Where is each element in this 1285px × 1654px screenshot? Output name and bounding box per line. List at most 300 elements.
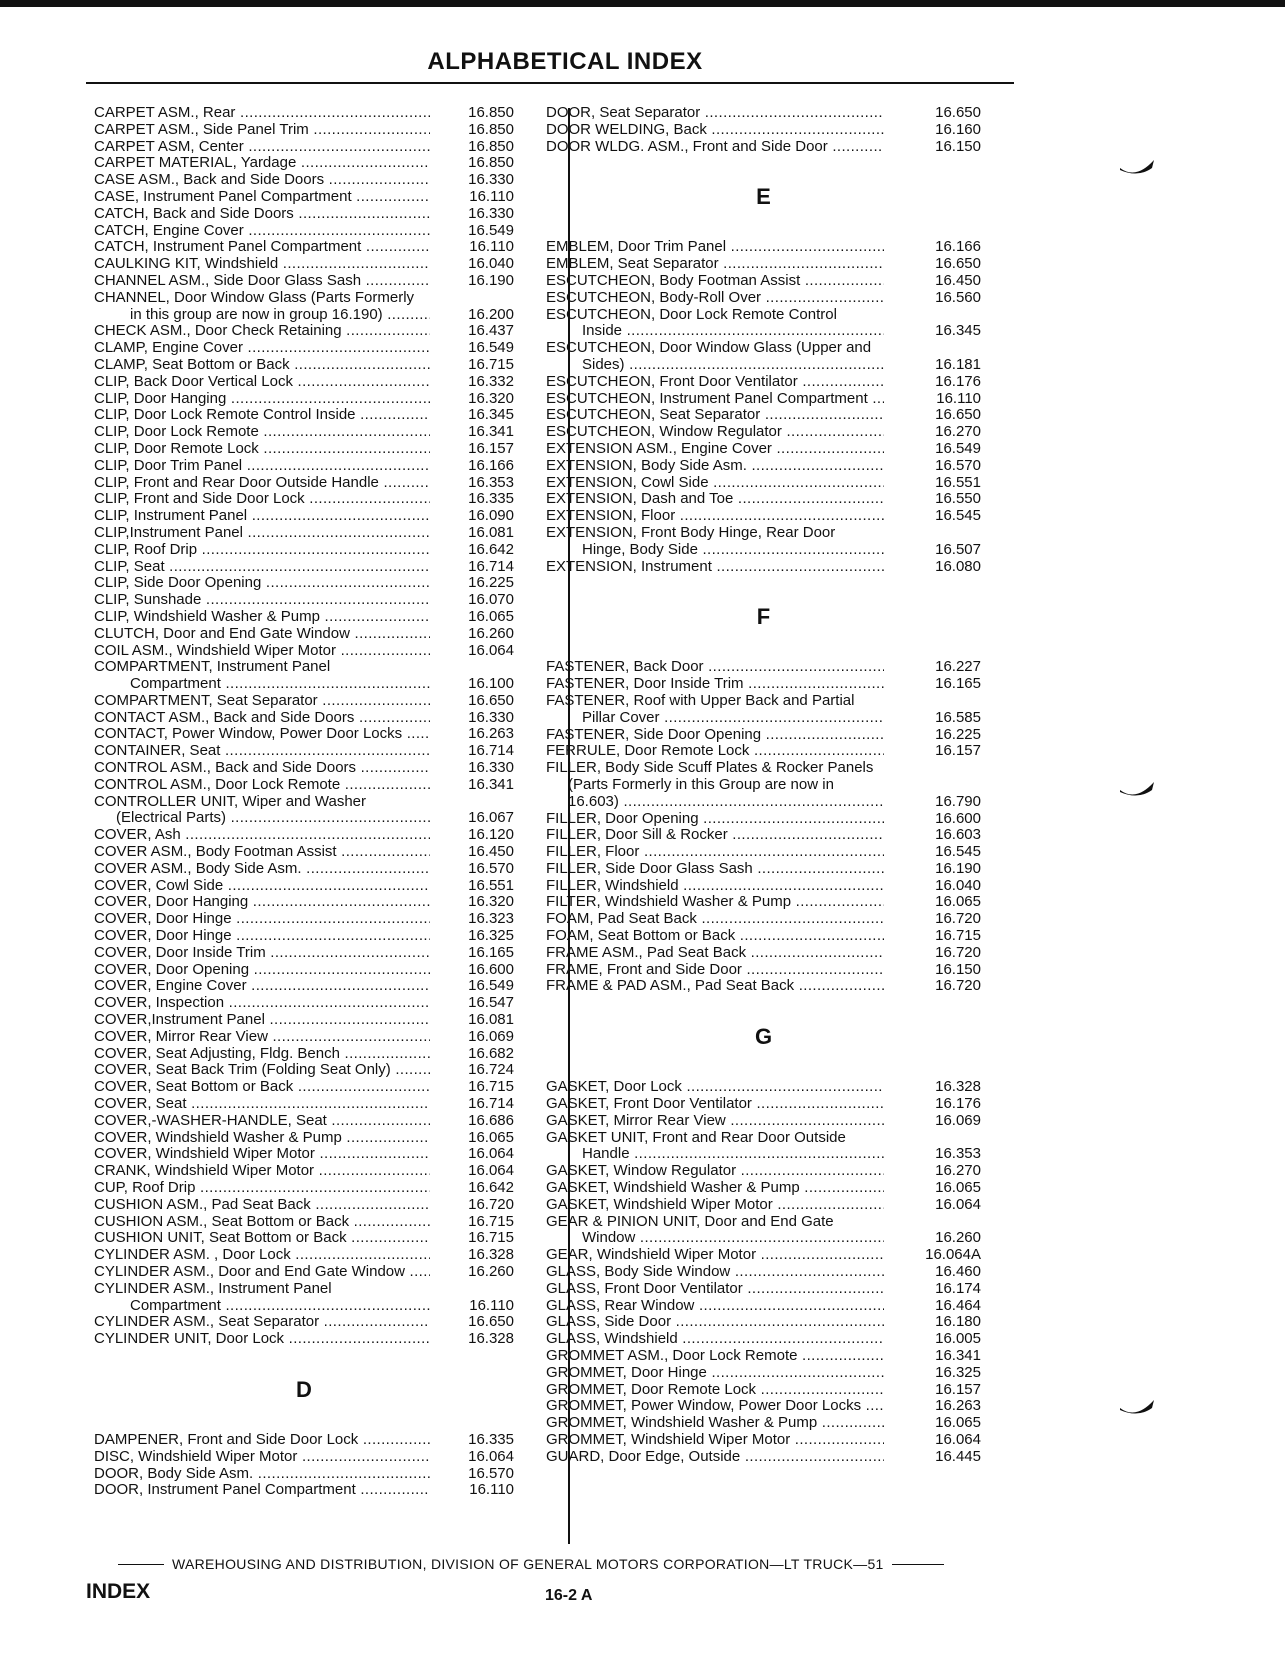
index-entry	[546, 273, 981, 290]
index-entry	[94, 1298, 514, 1315]
entry-label: CHANNEL, Door Window Glass (Parts Formerly	[94, 288, 415, 306]
entry-label: FILLER, Door Opening .....	[546, 811, 884, 828]
entry-label: EXTENSION ASM., Engine Cover .....	[546, 441, 884, 458]
entry-label: FRAME & PAD ASM., Pad Seat Back .....	[546, 978, 884, 995]
entry-label: CONTAINER, Seat .....	[94, 743, 430, 760]
entry-group-number: 16.325	[935, 1363, 981, 1381]
index-entry	[546, 861, 981, 878]
index-entry	[94, 273, 514, 290]
index-entry	[546, 1247, 981, 1264]
index-entry	[546, 105, 981, 122]
entry-group-number: 16.260	[935, 1229, 981, 1247]
binder-mark-icon	[1118, 158, 1158, 178]
entry-group-number: 16.720	[468, 1195, 514, 1213]
index-entry	[94, 1449, 514, 1466]
index-entry	[546, 659, 981, 676]
entry-label: CUSHION ASM., Pad Seat Back .....	[94, 1197, 430, 1214]
entry-group-number: 16.715	[468, 1229, 514, 1247]
entry-group-number: 16.545	[935, 843, 981, 861]
entry-group-number: 16.150	[935, 137, 981, 155]
entry-label: ESCUTCHEON, Seat Separator .....	[546, 407, 884, 424]
entry-label: CLIP, Door Hanging .....	[94, 391, 430, 408]
entry-label: CONTACT ASM., Back and Side Doors .....	[94, 710, 430, 727]
entry-group-number: 16.551	[935, 473, 981, 491]
entry-label: CYLINDER ASM., Seat Separator .....	[94, 1314, 430, 1331]
index-entry	[94, 844, 514, 861]
index-entry	[546, 1314, 981, 1331]
entry-group-number: 16.328	[468, 1330, 514, 1348]
entry-label: COMPARTMENT, Seat Separator .....	[94, 693, 430, 710]
entry-label: CATCH, Instrument Panel Compartment .....	[94, 239, 430, 256]
entry-label: GASKET, Mirror Rear View .....	[546, 1113, 884, 1130]
entry-group-number: 16.070	[468, 591, 514, 609]
index-entry	[94, 407, 514, 424]
entry-label: DOOR WELDING, Back .....	[546, 122, 884, 139]
index-entry	[94, 508, 514, 525]
index-entry	[546, 1214, 981, 1231]
index-entry	[546, 1163, 981, 1180]
entry-group-number: 16.715	[935, 927, 981, 945]
right-column	[546, 105, 981, 1466]
entry-group-number: 16.682	[468, 1044, 514, 1062]
entry-group-number: 16.069	[935, 1111, 981, 1129]
entry-group-number: 16.225	[468, 574, 514, 592]
footer-text: WAREHOUSING AND DISTRIBUTION, DIVISION OF GENERAL MOTORS CORPORATION—LT TRUCK—51	[172, 1556, 884, 1572]
index-entry	[94, 441, 514, 458]
entry-label: CLUTCH, Door and End Gate Window .....	[94, 626, 430, 643]
index-entry	[546, 407, 981, 424]
entry-label: COVER, Seat .....	[94, 1096, 430, 1113]
entry-group-number: 16.176	[935, 372, 981, 390]
entry-group-number: 16.330	[468, 204, 514, 222]
index-entry	[94, 777, 514, 794]
index-entry	[94, 1432, 514, 1449]
index-entry	[546, 1449, 981, 1466]
entry-group-number: 16.263	[935, 1397, 981, 1415]
index-entry	[546, 1113, 981, 1130]
index-entry	[546, 391, 981, 408]
entry-label: FOAM, Seat Bottom or Back .....	[546, 928, 884, 945]
index-entry	[94, 475, 514, 492]
entry-group-number: 16.064	[468, 1145, 514, 1163]
entry-label: CASE, Instrument Panel Compartment .....	[94, 189, 430, 206]
entry-label: CLIP, Door Lock Remote .....	[94, 424, 430, 441]
entry-label: GROMMET, Windshield Washer & Pump .....	[546, 1415, 884, 1432]
entry-group-number: 16.323	[468, 910, 514, 928]
entry-group-number: 16.715	[468, 1212, 514, 1230]
index-entry	[546, 1197, 981, 1214]
entry-label: CLIP, Door Lock Remote Control Inside .....	[94, 407, 430, 424]
entry-label: CARPET ASM., Rear .....	[94, 105, 430, 122]
entry-label: in this group are now in group 16.190) .....	[94, 307, 430, 324]
entry-label: Window .....	[546, 1230, 884, 1247]
entry-group-number: 16.714	[468, 742, 514, 760]
entry-label: CLIP, Door Remote Lock .....	[94, 441, 430, 458]
entry-label: GROMMET ASM., Door Lock Remote .....	[546, 1348, 884, 1365]
entry-label: FRAME ASM., Pad Seat Back .....	[546, 945, 884, 962]
entry-group-number: 16.330	[468, 759, 514, 777]
index-entry	[94, 424, 514, 441]
index-entry	[94, 743, 514, 760]
index-entry	[94, 794, 514, 811]
entry-group-number: 16.551	[468, 876, 514, 894]
entry-group-number: 16.570	[935, 456, 981, 474]
entry-group-number: 16.328	[468, 1246, 514, 1264]
entry-group-number: 16.320	[468, 893, 514, 911]
entry-label: CLIP, Front and Rear Door Outside Handle .....	[94, 475, 430, 492]
entry-label: GASKET, Front Door Ventilator .....	[546, 1096, 884, 1113]
index-entry	[546, 978, 981, 995]
entry-group-number: 16.090	[468, 507, 514, 525]
index-entry	[546, 256, 981, 273]
entry-group-number: 16.642	[468, 540, 514, 558]
entry-label: DOOR, Body Side Asm. .....	[94, 1466, 430, 1483]
index-entry	[546, 1180, 981, 1197]
index-entry	[546, 1281, 981, 1298]
entry-label: EXTENSION, Floor .....	[546, 508, 884, 525]
entry-group-number: 16.437	[468, 322, 514, 340]
entry-group-number: 16.150	[935, 960, 981, 978]
entry-group-number: 16.227	[935, 658, 981, 676]
index-entry	[94, 189, 514, 206]
entry-label: COVER, Mirror Rear View .....	[94, 1029, 430, 1046]
entry-label: COIL ASM., Windshield Wiper Motor .....	[94, 643, 430, 660]
entry-group-number: 16.110	[469, 187, 514, 205]
entry-group-number: 16.325	[468, 927, 514, 945]
index-entry	[546, 1415, 981, 1432]
index-entry	[546, 1398, 981, 1415]
entry-label: CLIP, Seat .....	[94, 559, 430, 576]
index-entry	[94, 726, 514, 743]
index-entry	[546, 811, 981, 828]
left-column	[94, 105, 514, 1499]
entry-label: FOAM, Pad Seat Back .....	[546, 911, 884, 928]
entry-label: CONTROL ASM., Back and Side Doors .....	[94, 760, 430, 777]
entry-label: COVER, Door Hanging .....	[94, 894, 430, 911]
entry-label: GROMMET, Power Window, Power Door Locks .....	[546, 1398, 884, 1415]
index-entry	[94, 122, 514, 139]
entry-label: DISC, Windshield Wiper Motor .....	[94, 1449, 430, 1466]
index-entry	[546, 424, 981, 441]
index-entry	[94, 1466, 514, 1483]
entry-label: EXTENSION, Body Side Asm. .....	[546, 458, 884, 475]
entry-label: COVER, Seat Back Trim (Folding Seat Only) .....	[94, 1062, 430, 1079]
entry-group-number: 16.724	[468, 1061, 514, 1079]
entry-label: EXTENSION, Front Body Hinge, Rear Door	[546, 523, 836, 541]
entry-group-number: 16.120	[468, 826, 514, 844]
entry-group-number: 16.850	[468, 120, 514, 138]
index-entry	[546, 928, 981, 945]
index-entry	[546, 844, 981, 861]
index-entry	[94, 139, 514, 156]
index-entry	[94, 575, 514, 592]
entry-group-number: 16.445	[935, 1447, 981, 1465]
entry-group-number: 16.080	[935, 557, 981, 575]
index-entry	[94, 710, 514, 727]
index-entry	[94, 626, 514, 643]
footer	[118, 1556, 1038, 1572]
entry-label: ESCUTCHEON, Body Footman Assist .....	[546, 273, 884, 290]
entry-label: CONTACT, Power Window, Power Door Locks .....	[94, 726, 430, 743]
index-entry	[94, 1046, 514, 1063]
entry-group-number: 16.650	[935, 104, 981, 121]
entry-group-number: 16.600	[468, 960, 514, 978]
index-entry	[94, 1029, 514, 1046]
entry-group-number: 16.263	[468, 725, 514, 743]
footer-dash-left	[118, 1564, 164, 1565]
entry-label: GLASS, Body Side Window .....	[546, 1264, 884, 1281]
entry-label: CYLINDER UNIT, Door Lock .....	[94, 1331, 430, 1348]
entry-group-number: 16.850	[468, 154, 514, 172]
entry-label: COVER, Door Hinge .....	[94, 928, 430, 945]
entry-group-number: 16.507	[935, 540, 981, 558]
index-entry	[546, 290, 981, 307]
entry-group-number: 16.100	[468, 675, 514, 693]
index-entry	[94, 525, 514, 542]
entry-label: COVER, Windshield Wiper Motor .....	[94, 1146, 430, 1163]
section-letter: E	[756, 183, 771, 209]
index-entry	[94, 995, 514, 1012]
entry-group-number: 16.720	[935, 977, 981, 995]
entry-group-number: 16.549	[935, 439, 981, 457]
index-entry	[546, 508, 981, 525]
entry-label: CUSHION UNIT, Seat Bottom or Back .....	[94, 1230, 430, 1247]
entry-group-number: 16.790	[935, 792, 981, 810]
index-entry	[94, 206, 514, 223]
section-letter: F	[756, 603, 771, 629]
entry-group-number: 16.181	[935, 355, 981, 373]
index-entry	[94, 592, 514, 609]
entry-label: COVER, Seat Bottom or Back .....	[94, 1079, 430, 1096]
entry-group-number: 16.850	[468, 104, 514, 121]
entry-label: ESCUTCHEON, Door Window Glass (Upper and	[546, 339, 872, 357]
entry-group-number: 16.260	[468, 1262, 514, 1280]
index-entry	[546, 1264, 981, 1281]
entry-group-number: 16.110	[469, 1296, 514, 1314]
entry-label: GLASS, Side Door .....	[546, 1314, 884, 1331]
index-entry	[94, 172, 514, 189]
entry-group-number: 16.560	[935, 288, 981, 306]
entry-label: CONTROL ASM., Door Lock Remote .....	[94, 777, 430, 794]
entry-group-number: 16.341	[935, 1347, 981, 1365]
index-entry	[94, 458, 514, 475]
index-entry	[94, 945, 514, 962]
index-entry	[94, 559, 514, 576]
entry-label: Hinge, Body Side .....	[546, 542, 884, 559]
entry-label: CHANNEL ASM., Side Door Glass Sash .....	[94, 273, 430, 290]
entry-label: EXTENSION, Instrument .....	[546, 559, 884, 576]
index-entry	[94, 1331, 514, 1348]
entry-group-number: 16.065	[935, 1179, 981, 1197]
entry-label: CLIP, Front and Side Door Lock .....	[94, 491, 430, 508]
entry-label: DOOR, Instrument Panel Compartment .....	[94, 1482, 430, 1499]
index-entry	[546, 1146, 981, 1163]
entry-label: (Parts Formerly in this Group are now in	[568, 775, 834, 793]
entry-label: DOOR, Seat Separator .....	[546, 105, 884, 122]
entry-group-number: 16.714	[468, 1095, 514, 1113]
index-entry	[546, 340, 981, 357]
index-entry	[94, 1096, 514, 1113]
index-entry	[94, 1163, 514, 1180]
entry-group-number: 16.353	[935, 1145, 981, 1163]
index-entry	[546, 1230, 981, 1247]
index-entry	[94, 928, 514, 945]
entry-label: GLASS, Rear Window .....	[546, 1298, 884, 1315]
entry-label: CASE ASM., Back and Side Doors .....	[94, 172, 430, 189]
entry-group-number: 16.642	[468, 1179, 514, 1196]
entry-label: CATCH, Engine Cover .....	[94, 223, 430, 240]
entry-group-number: 16.176	[935, 1095, 981, 1113]
entry-group-number: 16.650	[935, 406, 981, 424]
entry-group-number: 16.157	[935, 1380, 981, 1398]
index-entry	[546, 525, 981, 542]
entry-label: CHECK ASM., Door Check Retaining .....	[94, 323, 430, 340]
entry-group-number: 16.005	[935, 1330, 981, 1348]
entry-group-number: 16.180	[935, 1313, 981, 1331]
entry-group-number: 16.064	[935, 1195, 981, 1213]
index-entry	[546, 1348, 981, 1365]
entry-group-number: 16.174	[935, 1279, 981, 1297]
index-entry	[94, 155, 514, 172]
index-entry	[94, 911, 514, 928]
index-entry	[546, 945, 981, 962]
index-entry	[546, 743, 981, 760]
index-entry	[546, 458, 981, 475]
entry-group-number: 16.270	[935, 423, 981, 441]
entry-label: Pillar Cover .....	[546, 710, 884, 727]
entry-group-number: 16.065	[468, 607, 514, 625]
index-entry	[546, 962, 981, 979]
entry-group-number: 16.190	[468, 271, 514, 289]
entry-label: Inside .....	[546, 323, 884, 340]
index-entry	[94, 357, 514, 374]
entry-label: FILLER, Windshield .....	[546, 878, 884, 895]
index-entry	[546, 777, 981, 794]
entry-group-number: 16.040	[935, 876, 981, 894]
entry-group-number: 16.065	[935, 893, 981, 911]
entry-group-number: 16.549	[468, 339, 514, 357]
entry-label: FILLER, Body Side Scuff Plates & Rocker Panels	[546, 759, 874, 777]
entry-label: ESCUTCHEON, Body-Roll Over .....	[546, 290, 884, 307]
index-entry	[94, 978, 514, 995]
entry-group-number: 16.064A	[925, 1246, 981, 1264]
index-entry	[94, 1146, 514, 1163]
entry-group-number: 16.850	[468, 137, 514, 155]
section-letter: D	[296, 1376, 312, 1402]
entry-group-number: 16.328	[935, 1078, 981, 1096]
entry-group-number: 16.345	[468, 406, 514, 424]
entry-label: GASKET, Windshield Wiper Motor .....	[546, 1197, 884, 1214]
entry-group-number: 16.064	[468, 1162, 514, 1180]
entry-label: CLIP, Door Trim Panel .....	[94, 458, 430, 475]
entry-group-number: 16.450	[468, 843, 514, 861]
entry-group-number: 16.320	[468, 389, 514, 407]
entry-label: CLAMP, Engine Cover .....	[94, 340, 430, 357]
entry-group-number: 16.550	[935, 490, 981, 508]
entry-group-number: 16.686	[468, 1111, 514, 1129]
entry-label: FILLER, Door Sill & Rocker .....	[546, 827, 884, 844]
entry-label: GUARD, Door Edge, Outside .....	[546, 1449, 884, 1466]
index-entry	[546, 139, 981, 156]
entry-group-number: 16.040	[468, 255, 514, 273]
entry-group-number: 16.570	[468, 1464, 514, 1482]
section-letter: G	[754, 1023, 773, 1049]
index-entry	[94, 1197, 514, 1214]
index-entry	[94, 810, 514, 827]
entry-group-number: 16.549	[468, 977, 514, 995]
entry-label: CLIP, Windshield Washer & Pump .....	[94, 609, 430, 626]
index-entry	[546, 1096, 981, 1113]
index-entry	[94, 676, 514, 693]
entry-label: CAULKING KIT, Windshield .....	[94, 256, 430, 273]
index-entry	[94, 643, 514, 660]
entry-label: COVER, Door Inside Trim .....	[94, 945, 430, 962]
entry-group-number: 16.545	[935, 507, 981, 525]
entry-label: Compartment .....	[94, 1298, 430, 1315]
index-entry	[546, 1432, 981, 1449]
index-entry	[94, 391, 514, 408]
entry-label: Sides) .....	[546, 357, 884, 374]
entry-group-number: 16.450	[935, 271, 981, 289]
entry-group-number: 16.190	[935, 859, 981, 877]
entry-label: CLIP, Sunshade .....	[94, 592, 430, 609]
entry-group-number: 16.067	[468, 809, 514, 827]
footer-dash-right	[892, 1564, 944, 1565]
entry-label: CRANK, Windshield Wiper Motor .....	[94, 1163, 430, 1180]
index-entry	[546, 307, 981, 324]
entry-group-number: 16.064	[468, 1447, 514, 1465]
entry-group-number: 16.081	[468, 523, 514, 541]
binder-mark-icon	[1118, 1398, 1158, 1418]
entry-label: CARPET MATERIAL, Yardage .....	[94, 155, 430, 172]
top-border	[0, 0, 1285, 7]
index-entry	[94, 105, 514, 122]
entry-group-number: 16.165	[935, 675, 981, 693]
entry-group-number: 16.065	[935, 1414, 981, 1432]
entry-label: EMBLEM, Door Trim Panel .....	[546, 239, 884, 256]
index-entry	[94, 374, 514, 391]
entry-group-number: 16.166	[468, 456, 514, 474]
entry-group-number: 16.081	[468, 1011, 514, 1029]
entry-label: FASTENER, Back Door .....	[546, 659, 884, 676]
entry-label: Handle .....	[546, 1146, 884, 1163]
entry-label: COVER, Seat Adjusting, Fldg. Bench .....	[94, 1046, 430, 1063]
entry-label: FILLER, Floor .....	[546, 844, 884, 861]
index-entry	[94, 223, 514, 240]
index-entry	[546, 357, 981, 374]
entry-label: ESCUTCHEON, Door Lock Remote Control	[546, 305, 837, 323]
entry-group-number: 16.064	[468, 641, 514, 659]
entry-label: COVER,-WASHER-HANDLE, Seat .....	[94, 1113, 430, 1130]
index-entry	[94, 1130, 514, 1147]
index-entry	[546, 710, 981, 727]
entry-label: GLASS, Front Door Ventilator .....	[546, 1281, 884, 1298]
index-entry	[546, 878, 981, 895]
index-entry	[546, 794, 981, 811]
entry-group-number: 16.165	[468, 943, 514, 961]
index-entry	[94, 894, 514, 911]
index-entry	[546, 1382, 981, 1399]
index-entry	[94, 1214, 514, 1231]
entry-label: CYLINDER ASM., Instrument Panel	[94, 1279, 332, 1297]
entry-label: COVER ASM., Body Side Asm. .....	[94, 861, 430, 878]
entry-group-number: 16.110	[936, 389, 981, 407]
index-entry	[94, 827, 514, 844]
entry-label: FASTENER, Side Door Opening .....	[546, 727, 884, 744]
index-entry	[546, 693, 981, 710]
index-entry	[94, 861, 514, 878]
index-entry	[94, 760, 514, 777]
